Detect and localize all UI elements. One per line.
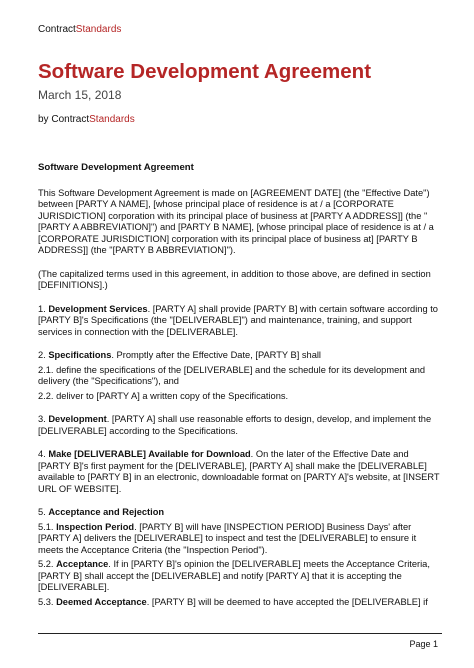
section-4 [38, 449, 442, 495]
byline-prefix: by [38, 114, 52, 125]
section-5-2-number: 5.2. [38, 559, 57, 569]
brand-part-contract: Contract [38, 24, 76, 35]
section-5-2-heading: Acceptance [56, 559, 109, 569]
section-4-text: . On the later of the Effective Date and [PARTY B]'s first payment for the [DELIVERABLE], [PARTY A] shall make the [DELIVERABLE] available to [PARTY B] in an electronic, downloadable format on [PARTY A]'s website, at [INSERT URL OF WEBSITE]. [38, 449, 440, 494]
byline-part-contract: Contract [51, 114, 90, 125]
section-5-1-number: 5.1. [38, 521, 57, 532]
section-3 [38, 414, 442, 437]
section-2-text: . Promptly after the Effective Date, [PARTY B] shall [111, 350, 321, 360]
brand-logo [38, 24, 121, 35]
document-title: Software Development Agreement [38, 60, 372, 83]
definitions-paragraph: (The capitalized terms used in this agreement, in addition to those above, are defined in section [DEFINITIONS].) [38, 268, 431, 290]
section-5-2-text: . If in [PARTY B]'s opinion the [DELIVERABLE] meets the Acceptance Criteria, [PARTY B] shall accept the [DELIVERABLE] and notify [PARTY A] that it is accepting the [DELIVERABLE]. [38, 559, 430, 592]
section-1-text: . [PARTY A] shall provide [PARTY B] with certain software according to [PARTY B]'s Specifications (the "[DELIVERABLE]") and maintenance, training, and support services in connection with the [DELIVERABLE]. [38, 303, 438, 337]
section-3-number: 3. [38, 414, 49, 424]
section-4-number: 4. [38, 449, 49, 459]
section-4-heading: Make [DELIVERABLE] Available for Download [48, 449, 251, 459]
section-5-3-heading: Deemed Acceptance [56, 596, 147, 607]
section-3-heading: Development [48, 414, 107, 424]
section-5 [38, 507, 442, 519]
agreement-body [38, 162, 442, 608]
agreement-heading: Software Development Agreement [38, 162, 194, 173]
section-2-1: 2.1. define the specifications of the [DELIVERABLE] and the schedule for its development and delivery (the "Specifications"), and [38, 364, 426, 386]
document-date: March 15, 2018 [38, 88, 122, 102]
section-5-3-text: . [PARTY B] will be deemed to have accepted the [DELIVERABLE] if [146, 596, 428, 607]
section-5-3 [38, 597, 442, 609]
section-2-number: 2. [38, 350, 49, 360]
section-1 [38, 304, 442, 339]
section-2 [38, 350, 442, 362]
page-number: Page 1 [409, 639, 438, 649]
section-5-number: 5. [38, 507, 49, 517]
section-2-2: 2.2. deliver to [PARTY A] a written copy of the Specifications. [38, 390, 289, 401]
byline [38, 114, 135, 125]
section-5-1 [38, 522, 442, 557]
section-5-2 [38, 559, 442, 594]
footer-divider [38, 633, 442, 634]
intro-paragraph: This Software Development Agreement is made on [AGREEMENT DATE] (the "Effective Date") between [PARTY A NAME], [whose principal place of residence is at / a [CORPORATE JURISDICTION] corporation with its principal place of business at [PARTY A ADDRESS]] (the "[PARTY A ABBREVIATION]") and [PARTY B NAME], [whose principal place of residence is at / a [CORPORATE JURISDICTION] corporation with its principal place of business at] [PARTY B ADDRESS]] (the "[PARTY B ABBREVIATION]"). [38, 187, 434, 255]
section-5-1-text: . [PARTY B] will have [INSPECTION PERIOD] Business Days' after [PARTY A] delivers the [DELIVERABLE] to inspect and test the [DELIVERABLE] to ensure it meets the Acceptance Criteria (the "Inspection Period"). [38, 521, 417, 555]
section-1-heading: Development Services [48, 303, 148, 314]
byline-part-standards: Standards [89, 114, 135, 125]
section-1-number: 1. [38, 303, 49, 314]
section-5-3-number: 5.3. [38, 596, 57, 607]
brand-part-standards: Standards [75, 24, 122, 35]
section-5-1-heading: Inspection Period [56, 521, 135, 532]
section-3-text: . [PARTY A] shall use reasonable efforts to design, develop, and implement the [DELIVERABLE] according to the Specifications. [38, 414, 432, 436]
section-5-heading: Acceptance and Rejection [48, 507, 165, 517]
section-2-heading: Specifications [48, 350, 112, 360]
